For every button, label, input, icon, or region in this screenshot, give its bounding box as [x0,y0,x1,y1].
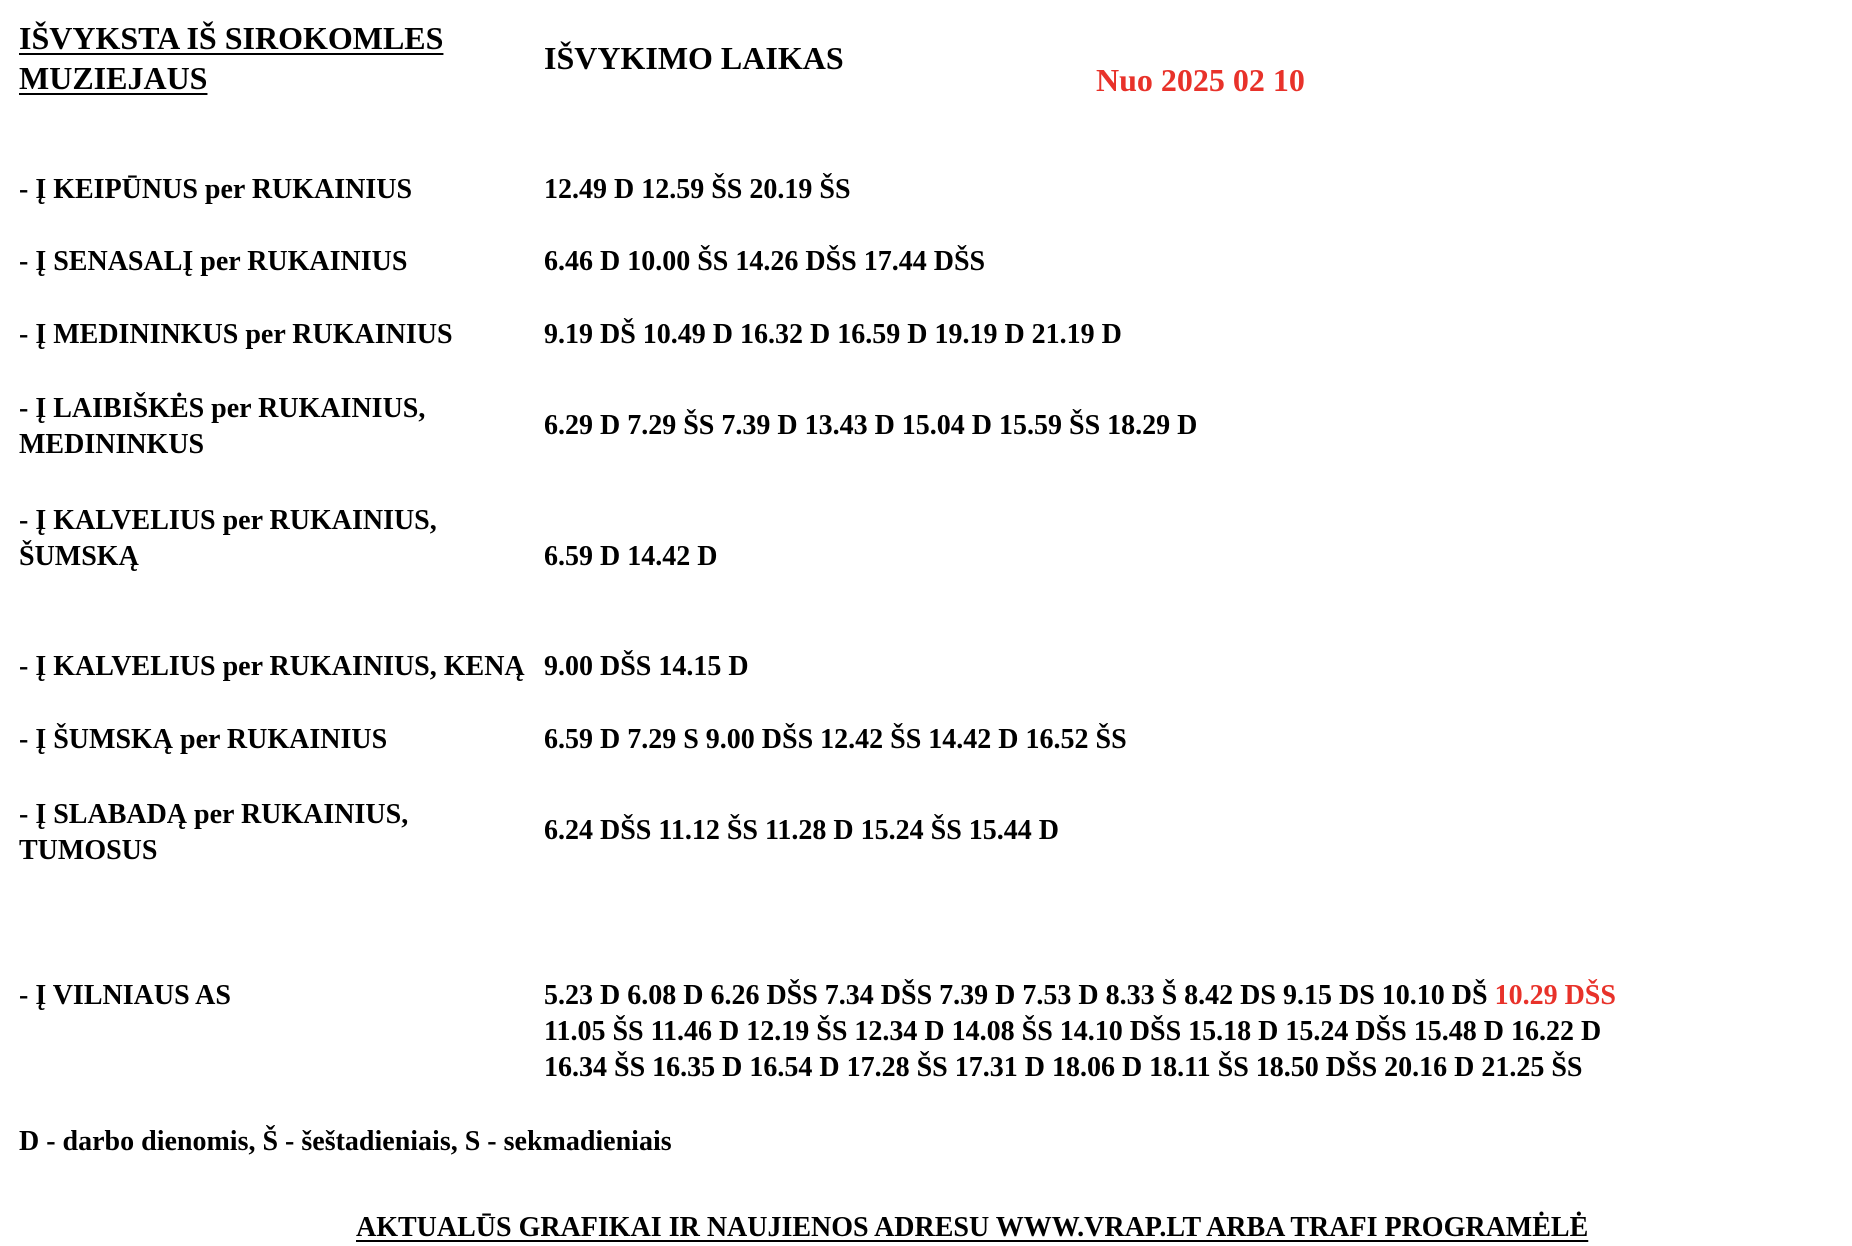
departure-time-heading: IŠVYKIMO LAIKAS [544,40,844,76]
departs-from-heading-line1: IŠVYKSTA IŠ SIROKOMLES [19,20,444,56]
route-times: 9.00 DŠS 14.15 D [544,651,749,682]
route-destination: - Į KEIPŪNUS per RUKAINIUS [19,174,413,205]
highlighted-departure: 10.29 DŠS [1494,980,1616,1011]
route-times-line1 [544,978,1616,1014]
route-destination: - Į VILNIAUS AS [19,980,231,1011]
route-destination-line1: - Į LAIBIŠKĖS per RUKAINIUS, [19,393,426,424]
route-times: 6.29 D 7.29 ŠS 7.39 D 13.43 D 15.04 D 15.59 ŠS 18.29 D [544,410,1198,441]
route-destination-line2: TUMOSUS [19,835,158,866]
route-times-line1-text: 5.23 D 6.08 D 6.26 DŠS 7.34 DŠS 7.39 D 7.53 D 8.33 Š 8.42 DS 9.15 DS 10.10 DŠ [544,980,1495,1011]
route-times: 12.49 D 12.59 ŠS 20.19 ŠS [544,174,851,205]
route-destination: - Į MEDININKUS per RUKAINIUS [19,319,453,350]
route-times: 6.59 D 7.29 S 9.00 DŠS 12.42 ŠS 14.42 D 16.52 ŠS [544,724,1127,755]
route-destination-line2: MEDININKUS [19,429,205,460]
route-destination-line1: - Į KALVELIUS per RUKAINIUS, [19,505,437,536]
route-times: 9.19 DŠ 10.49 D 16.32 D 16.59 D 19.19 D 21.19 D [544,319,1122,350]
route-times-line2: 11.05 ŠS 11.46 D 12.19 ŠS 12.34 D 14.08 ŠS 14.10 DŠS 15.18 D 15.24 DŠS 15.48 D 16.22 D [544,1016,1602,1047]
route-times: 6.59 D 14.42 D [544,541,718,572]
route-times-line3: 16.34 ŠS 16.35 D 16.54 D 17.28 ŠS 17.31 D 18.06 D 18.11 ŠS 18.50 DŠS 20.16 D 21.25 ŠS [544,1052,1583,1083]
departs-from-heading-line2: MUZIEJAUS [19,60,208,96]
route-destination: - Į SENASALĮ per RUKAINIUS [19,246,408,277]
footer-notice: AKTUALŪS GRAFIKAI IR NAUJIENOS ADRESU WWW.VRAP.LT ARBA TRAFI PROGRAMĖLĖ [356,1212,1589,1243]
route-times: 6.46 D 10.00 ŠS 14.26 DŠS 17.44 DŠS [544,246,986,277]
route-times: 6.24 DŠS 11.12 ŠS 11.28 D 15.24 ŠS 15.44 D [544,815,1060,846]
route-destination-line1: - Į SLABADĄ per RUKAINIUS, [19,799,409,830]
day-code-legend: D - darbo dienomis, Š - šeštadieniais, S - sekmadieniais [19,1126,672,1157]
route-destination: - Į ŠUMSKĄ per RUKAINIUS [19,724,388,755]
route-destination: - Į KALVELIUS per RUKAINIUS, KENĄ [19,651,525,682]
route-destination-line2: ŠUMSKĄ [19,541,139,572]
valid-from-date: Nuo 2025 02 10 [1096,62,1305,98]
